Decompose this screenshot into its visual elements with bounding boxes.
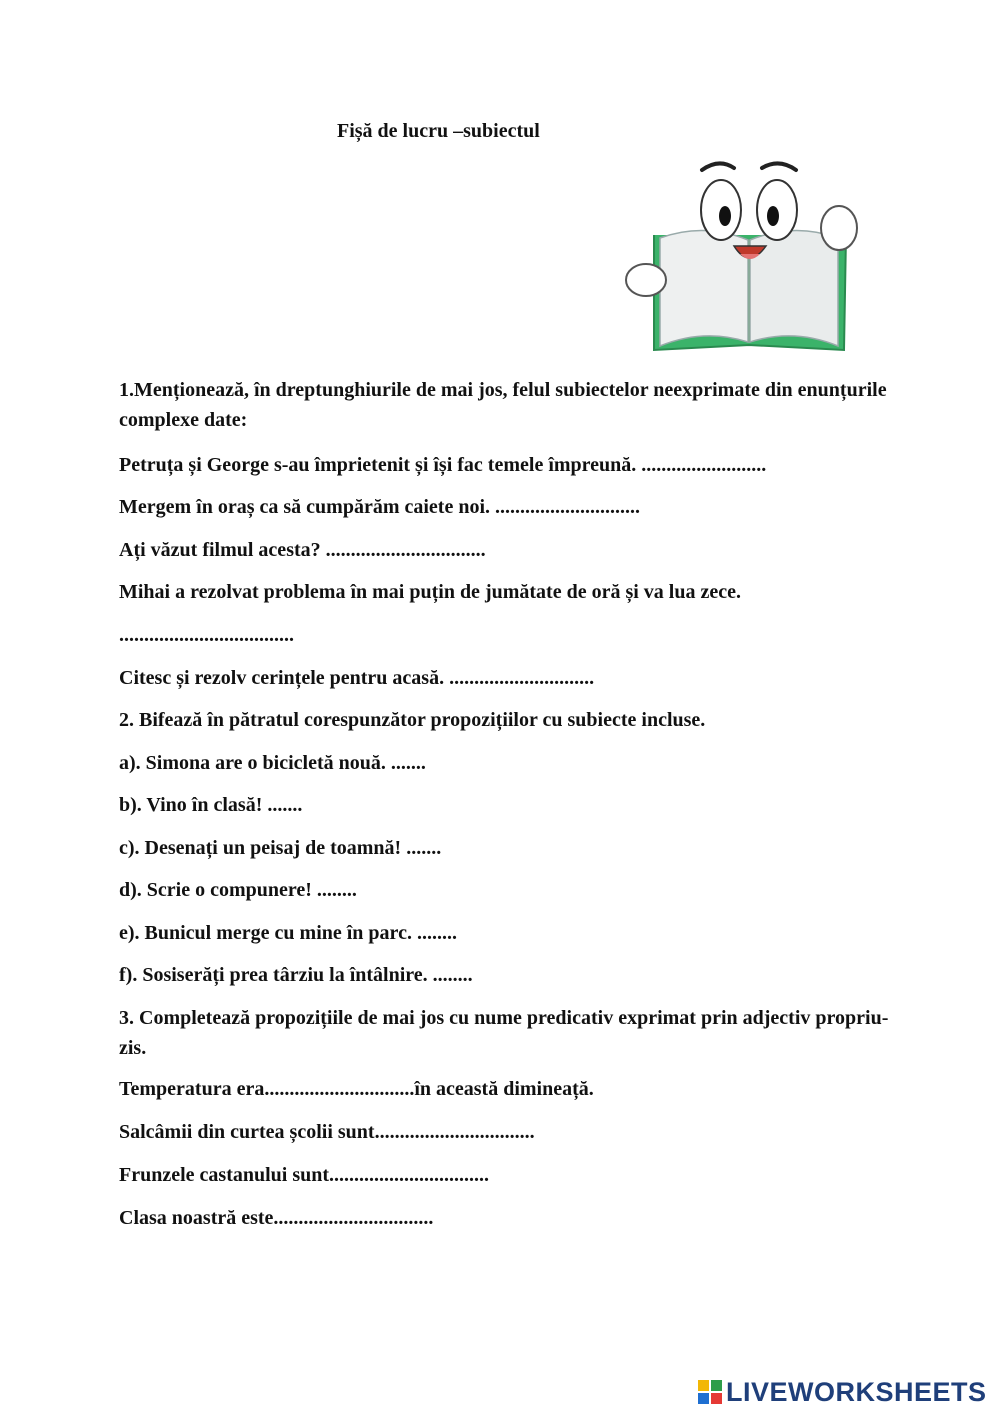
exercise-1-item: Ați văzut filmul acesta? ................................	[119, 539, 486, 561]
book-mascot-image	[624, 150, 874, 365]
liveworksheets-logo-text: LIVEWORKSHEETS	[726, 1376, 987, 1407]
exercise-3-item: Salcâmii din curtea școlii sunt................................	[119, 1121, 535, 1143]
exercise-1-item: Mihai a rezolvat problema în mai puțin de jumătate de oră și va lua zece.	[119, 581, 741, 603]
exercise-2-item: c). Desenați un peisaj de toamnă! .......	[119, 837, 442, 859]
exercise-1-item: Petruța și George s-au împrietenit și își fac temele împreună. .........................	[119, 454, 767, 476]
exercise-3-prompt: 3. Completează propozițiile de mai jos cu nume predicativ exprimat prin adjectiv propriu-zis.	[119, 1007, 889, 1059]
exercise-2-item: f). Sosiserăți prea târziu la întâlnire. ........	[119, 964, 473, 986]
exercise-2-prompt: 2. Bifează în pătratul corespunzător propozițiilor cu subiecte incluse.	[119, 709, 706, 731]
liveworksheets-logo[interactable]	[698, 1376, 987, 1408]
exercise-1-answer-line: ...................................	[119, 624, 294, 646]
exercise-2-item: d). Scrie o compunere! ........	[119, 879, 357, 901]
exercise-2-item: e). Bunicul merge cu mine în parc. ........	[119, 922, 457, 944]
liveworksheets-logo-icon	[698, 1380, 722, 1404]
exercise-1-item: Citesc și rezolv cerințele pentru acasă. .............................	[119, 667, 595, 689]
exercise-3-item: Temperatura era..............................în această dimineață.	[119, 1078, 594, 1100]
exercise-2-item: b). Vino în clasă! .......	[119, 794, 303, 816]
exercise-2-item: a). Simona are o bicicletă nouă. .......	[119, 752, 426, 774]
exercise-3-item: Clasa noastră este................................	[119, 1207, 434, 1229]
exercise-3-item: Frunzele castanului sunt................................	[119, 1164, 490, 1186]
exercise-1-prompt: 1.Menționează, în dreptunghiurile de mai jos, felul subiectelor neexprimate din enunțurile complexe date:	[119, 379, 887, 431]
page-title: Fișă de lucru –subiectul	[337, 120, 540, 142]
exercise-1-item: Mergem în oraș ca să cumpărăm caiete noi. .............................	[119, 496, 641, 518]
